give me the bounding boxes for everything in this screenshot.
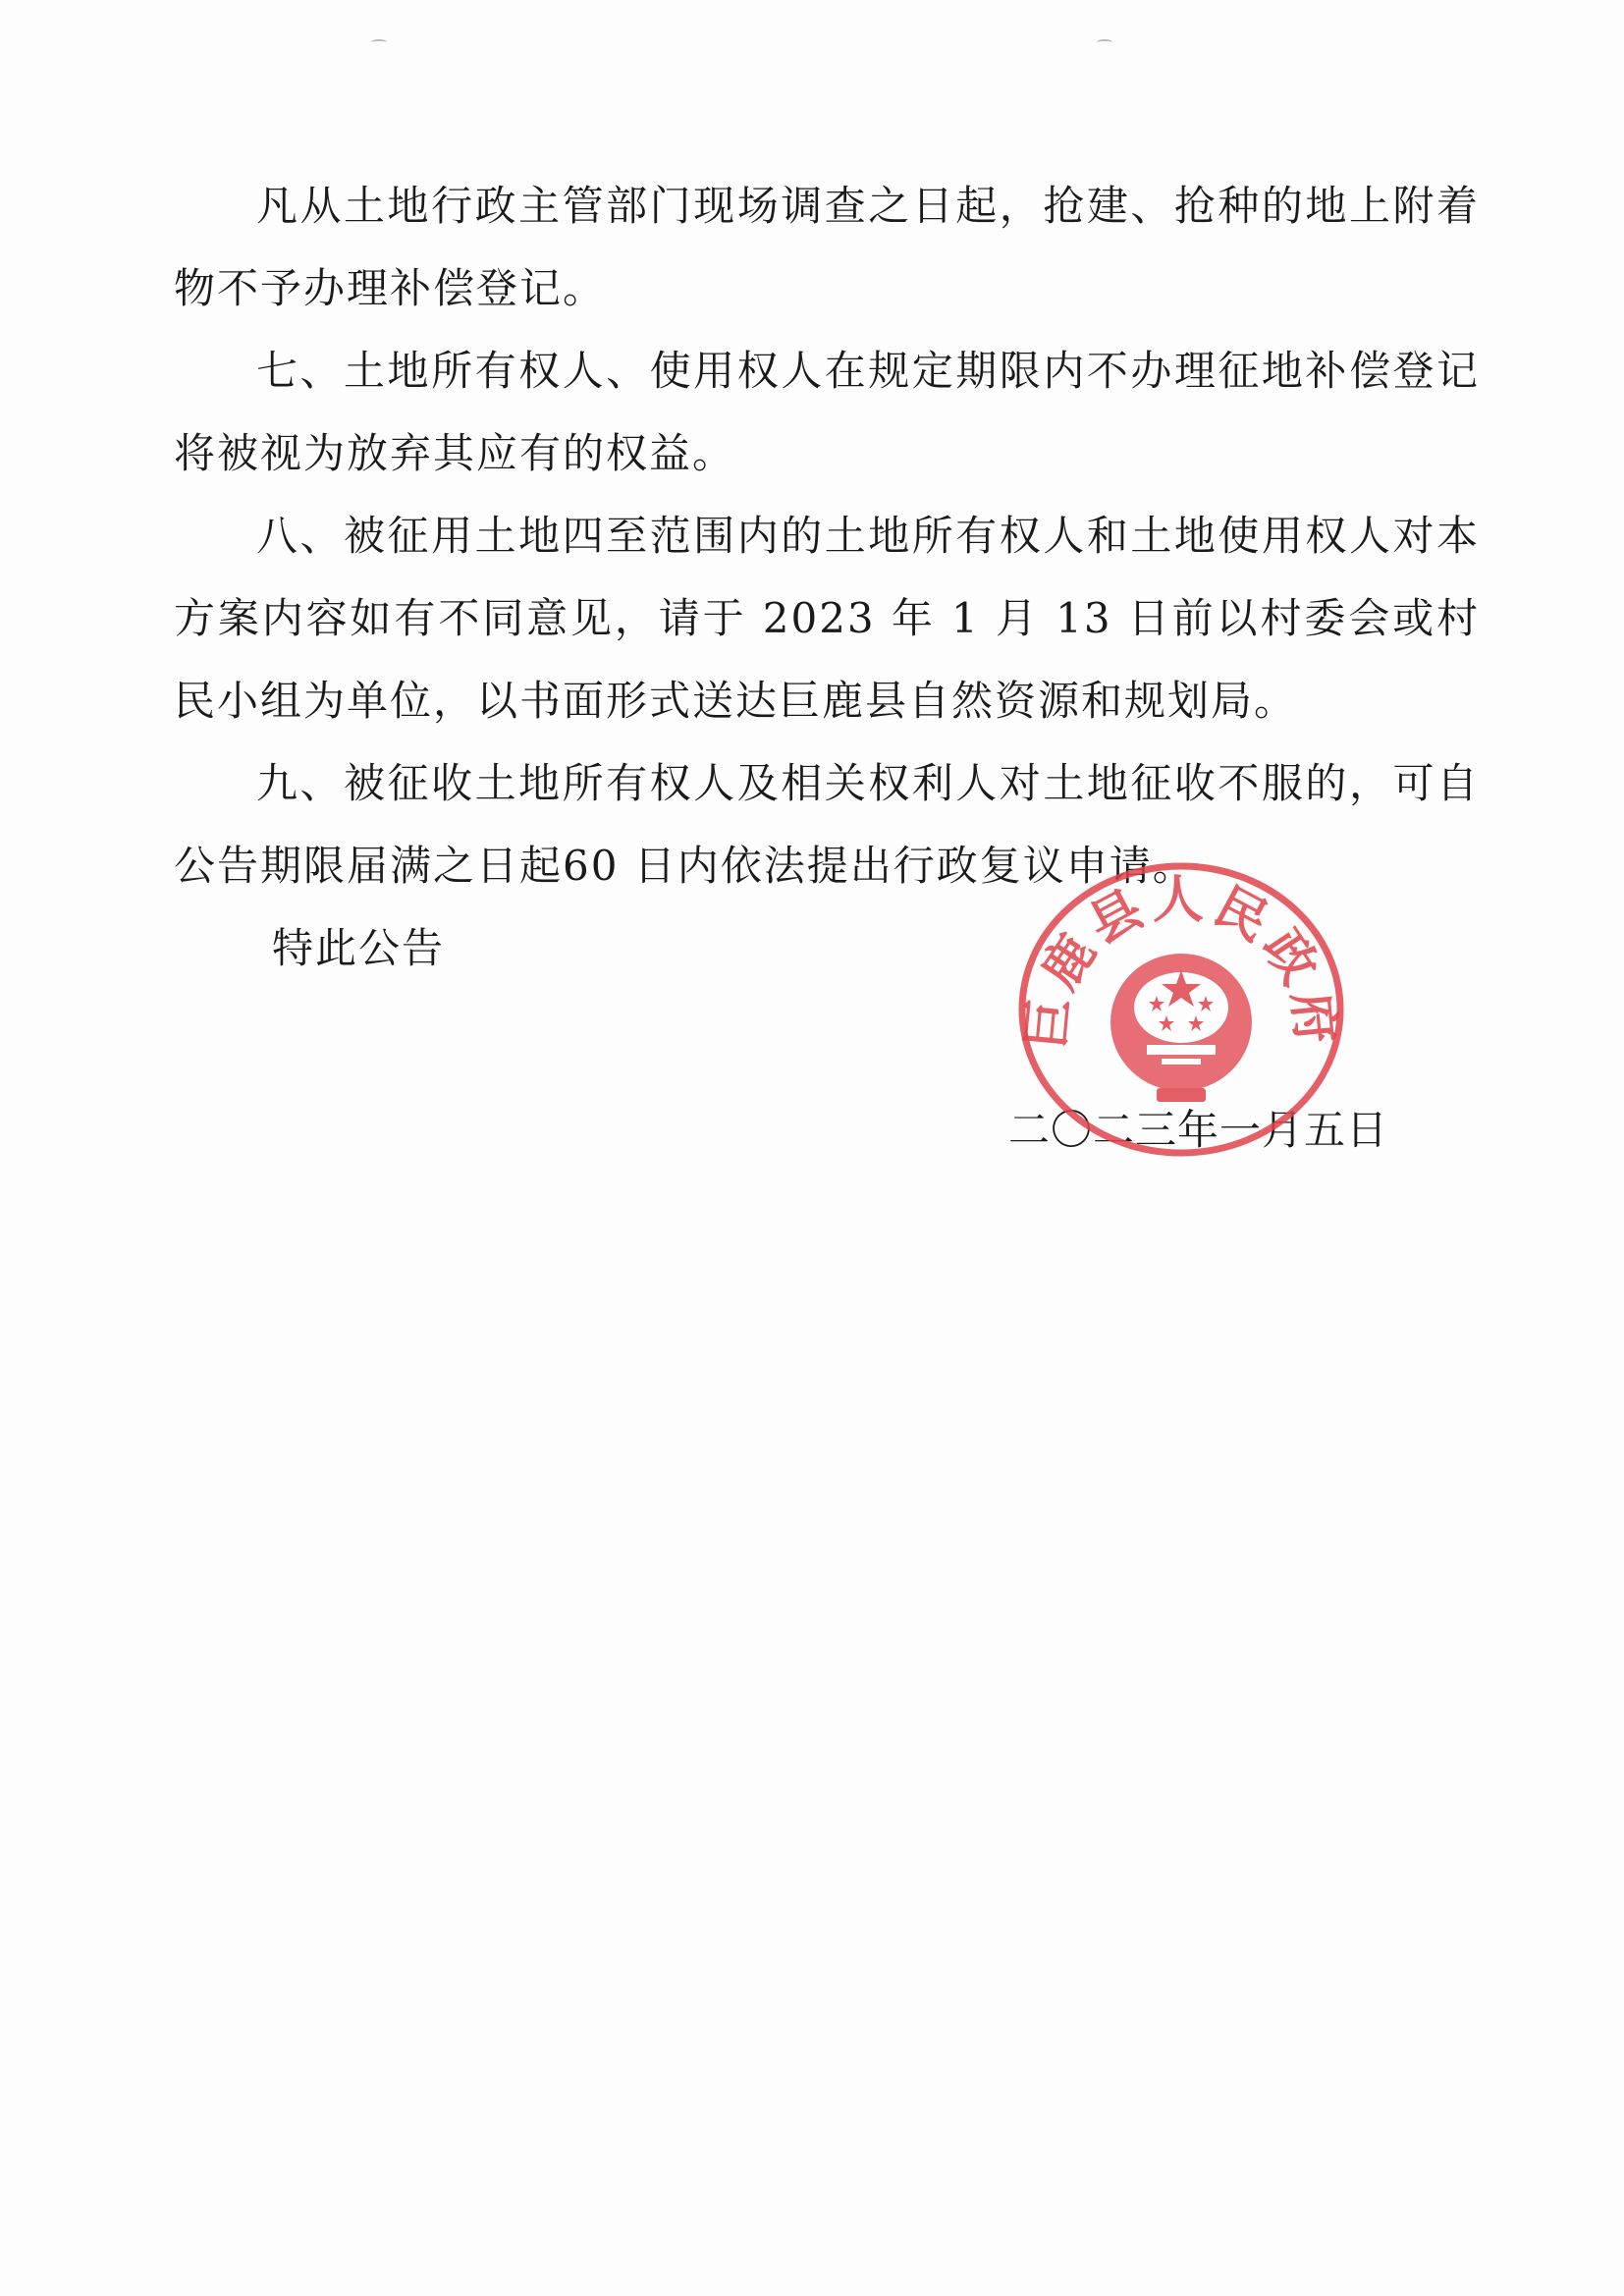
scan-mark [371,39,387,45]
issue-date: 二〇二三年一月五日 [1008,1106,1389,1154]
paragraph-7: 七、土地所有权人、使用权人在规定期限内不办理征地补偿登记将被视为放弃其应有的权益。 [174,347,1480,477]
scan-mark [1097,39,1112,45]
svg-text:巨鹿县人民政府: 巨鹿县人民政府 [1016,870,1346,1052]
paragraph-1: 凡从土地行政主管部门现场调查之日起，抢建、抢种的地上附着物不予办理补偿登记。 [174,182,1480,312]
official-seal-icon [1009,860,1353,1160]
paragraph-8: 八、被征用土地四至范围内的土地所有权人和土地使用权人对本方案内容如有不同意见，请于 2023 年 1 月 13 日前以村委会或村民小组为单位，以书面形式送达巨鹿县自然资源和规划局。 [174,512,1480,725]
closing-text: 特此公告 [272,924,446,972]
paragraph-9: 九、被征收土地所有权人及相关权利人对土地征收不服的，可自公告期限届满之日起60 日内依法提出行政复议申请。 [174,759,1480,890]
